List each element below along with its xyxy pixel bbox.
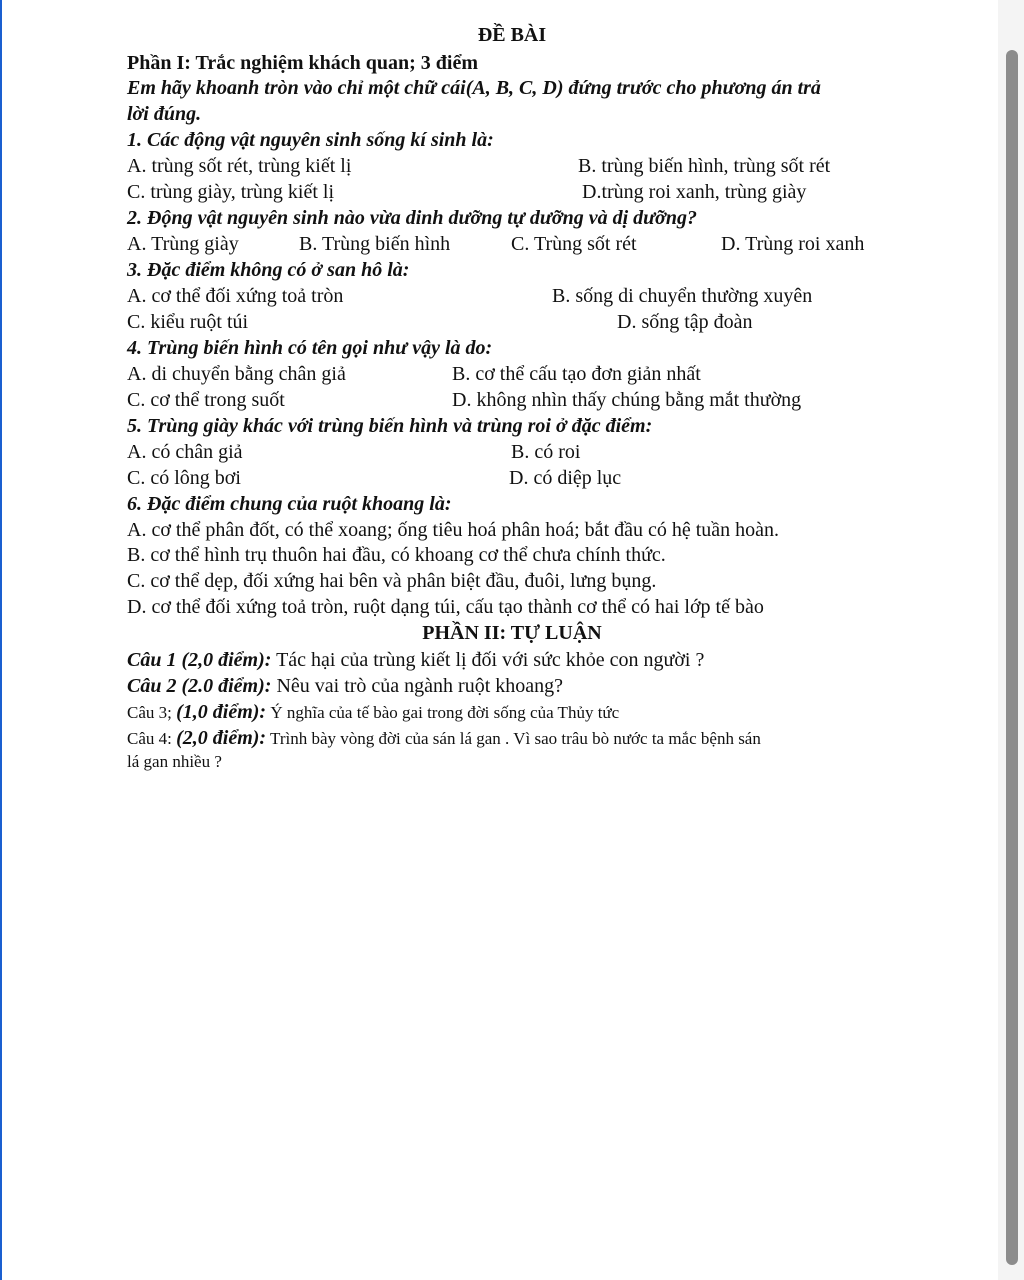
scrollbar-thumb[interactable] [1006,50,1018,1265]
q2-option-a: A. Trùng giày [127,233,239,255]
q6-option-d: D. cơ thể đối xứng toả tròn, ruột dạng túi, cấu tạo thành cơ thể có hai lớp tế bào [127,596,764,618]
question-2: 2. Động vật nguyên sinh nào vừa dinh dưỡng tự dưỡng và dị dưỡng? [127,207,697,229]
question-6: 6. Đặc điểm chung của ruột khoang là: [127,493,452,515]
page-title: ĐỀ BÀI [477,24,547,46]
essay-4-prefix: Câu 4: [127,729,177,748]
q1-option-c: C. trùng giày, trùng kiết lị [127,181,335,203]
part1-heading: Phần I: Trắc nghiệm khách quan; 3 điểm [127,52,478,74]
part2-heading: PHẦN II: TỰ LUẬN [422,622,602,644]
essay-1-text: Tác hại của trùng kiết lị đối với sức khỏe con người ? [271,649,705,671]
essay-question-4-continued: lá gan nhiều ? [127,752,222,771]
q4-option-d: D. không nhìn thấy chúng bằng mắt thường [452,389,802,411]
q1-option-b: B. trùng biến hình, trùng sốt rét [578,155,831,177]
q4-option-c: C. cơ thể trong suốt [127,389,285,411]
essay-question-3 [127,700,619,725]
q5-option-a: A. có chân giả [127,441,243,463]
q3-option-b: B. sống di chuyển thường xuyên [552,285,813,307]
q5-option-d: D. có diệp lục [509,467,622,489]
q2-option-b: B. Trùng biến hình [299,233,451,255]
question-1: 1. Các động vật nguyên sinh sống kí sinh là: [127,129,494,151]
q4-option-a: A. di chuyển bằng chân giả [127,363,346,385]
essay-question-2 [127,674,563,698]
q6-option-c: C. cơ thể dẹp, đối xứng hai bên và phân biệt đầu, đuôi, lưng bụng. [127,570,657,592]
instruction-line-2: lời đúng. [127,103,202,125]
essay-3-prefix: Câu 3; [127,703,177,722]
q5-option-c: C. có lông bơi [127,467,241,489]
essay-2-label: Câu 2 (2.0 điểm): [127,675,272,697]
q1-option-d: D.trùng roi xanh, trùng giày [582,181,807,203]
essay-1-label: Câu 1 (2,0 điểm): [127,649,272,671]
essay-4-label: (2,0 điểm): [176,727,267,749]
question-3: 3. Đặc điểm không có ở san hô là: [127,259,410,281]
q4-option-b: B. cơ thể cấu tạo đơn giản nhất [452,363,701,385]
q2-option-c: C. Trùng sốt rét [511,233,637,255]
q3-option-a: A. cơ thể đối xứng toả tròn [127,285,344,307]
q6-option-a: A. cơ thể phân đốt, có thể xoang; ống tiêu hoá phân hoá; bắt đầu có hệ tuần hoàn. [127,519,780,541]
q3-option-d: D. sống tập đoàn [617,311,753,333]
question-4: 4. Trùng biến hình có tên gọi như vậy là do: [127,337,493,359]
essay-3-label: (1,0 điểm): [176,701,267,723]
q2-option-d: D. Trùng roi xanh [721,233,865,255]
q6-option-b: B. cơ thể hình trụ thuôn hai đầu, có khoang cơ thể chưa chính thức. [127,544,666,566]
question-5: 5. Trùng giày khác với trùng biến hình và trùng roi ở đặc điểm: [127,415,653,437]
essay-3-text: Ý nghĩa của tế bào gai trong đời sống của Thủy tức [266,703,620,722]
essay-question-1 [127,648,704,672]
essay-4-text: Trình bày vòng đời của sán lá gan . Vì sao trâu bò nước ta mắc bệnh sán [266,729,761,748]
q3-option-c: C. kiểu ruột túi [127,311,249,333]
instruction-line-1: Em hãy khoanh tròn vào chỉ một chữ cái(A, B, C, D) đứng trước cho phương án trả [127,77,821,99]
essay-2-text: Nêu vai trò của ngành ruột khoang? [271,675,564,697]
q1-option-a: A. trùng sốt rét, trùng kiết lị [127,155,352,177]
vertical-scrollbar[interactable] [998,0,1024,1280]
q5-option-b: B. có roi [511,441,581,463]
essay-question-4 [127,726,761,751]
